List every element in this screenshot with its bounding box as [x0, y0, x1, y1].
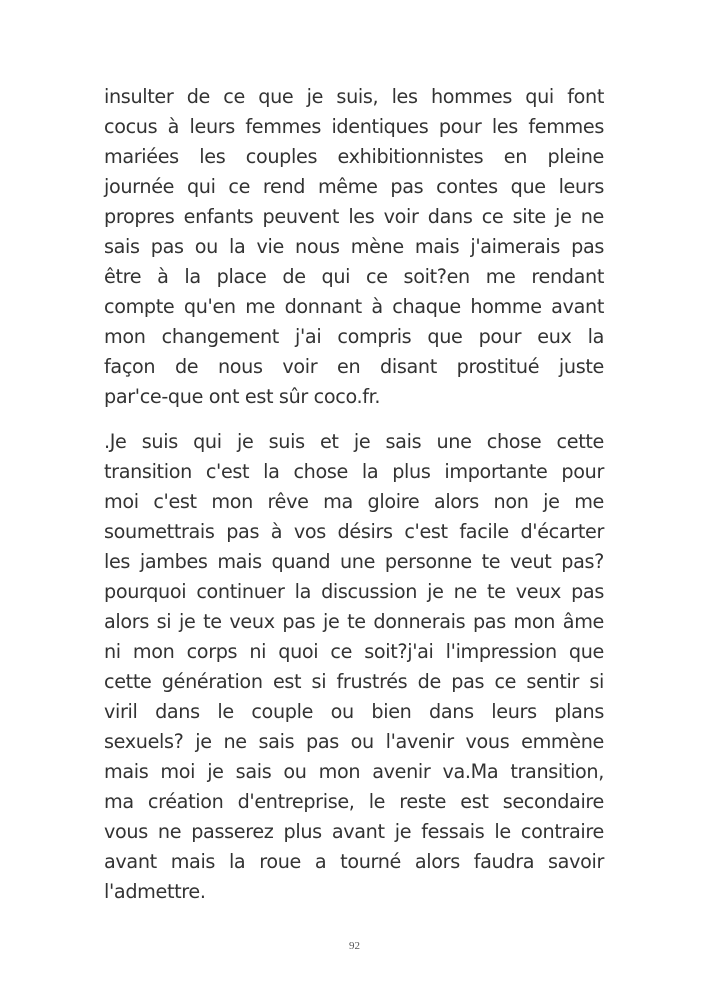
text-line: alors si je te veux pas je te donnerais pas mon âme	[104, 610, 604, 633]
text-line: transition c'est la chose la plus importante pour	[104, 460, 604, 483]
paragraph-1	[104, 82, 604, 412]
text-line: être à la place de qui ce soit?en me rendant	[104, 265, 604, 288]
page-number: 92	[349, 940, 360, 952]
text-line: les jambes mais quand une personne te veut pas?	[104, 550, 604, 573]
paragraph-spacer	[104, 412, 604, 427]
text-line: vous ne passerez plus avant je fessais le contraire	[104, 820, 604, 843]
text-line: insulter de ce que je suis, les hommes qui font	[104, 85, 604, 108]
body-text	[104, 82, 604, 907]
text-line: ma création d'entreprise, le reste est secondaire	[104, 790, 604, 813]
text-line: pourquoi continuer la discussion je ne te veux pas	[104, 580, 604, 603]
text-line: mais moi je sais ou mon avenir va.Ma transition,	[104, 760, 604, 783]
text-line: .Je suis qui je suis et je sais une chose cette	[104, 430, 604, 453]
text-line: par'ce-que ont est sûr coco.fr.	[104, 385, 381, 408]
text-line: viril dans le couple ou bien dans leurs plans	[104, 700, 604, 723]
text-line: sais pas ou la vie nous mène mais j'aimerais pas	[104, 235, 604, 258]
text-line: cette génération est si frustrés de pas ce sentir si	[104, 670, 604, 693]
text-line: avant mais la roue a tourné alors faudra savoir	[104, 850, 604, 873]
text-line: façon de nous voir en disant prostitué juste	[104, 355, 604, 378]
text-line: ni mon corps ni quoi ce soit?j'ai l'impression que	[104, 640, 604, 663]
text-line: mon changement j'ai compris que pour eux la	[104, 325, 604, 348]
text-line: sexuels? je ne sais pas ou l'avenir vous emmène	[104, 730, 604, 753]
paragraph-2	[104, 427, 604, 907]
text-line: soumettrais pas à vos désirs c'est facile d'écarter	[104, 520, 604, 543]
text-line: compte qu'en me donnant à chaque homme avant	[104, 295, 604, 318]
text-line: mariées les couples exhibitionnistes en pleine	[104, 145, 604, 168]
text-line: l'admettre.	[104, 880, 206, 903]
text-line: moi c'est mon rêve ma gloire alors non je me	[104, 490, 604, 513]
text-line: propres enfants peuvent les voir dans ce site je ne	[104, 205, 604, 228]
text-line: cocus à leurs femmes identiques pour les femmes	[104, 115, 604, 138]
text-line: journée qui ce rend même pas contes que leurs	[104, 175, 604, 198]
